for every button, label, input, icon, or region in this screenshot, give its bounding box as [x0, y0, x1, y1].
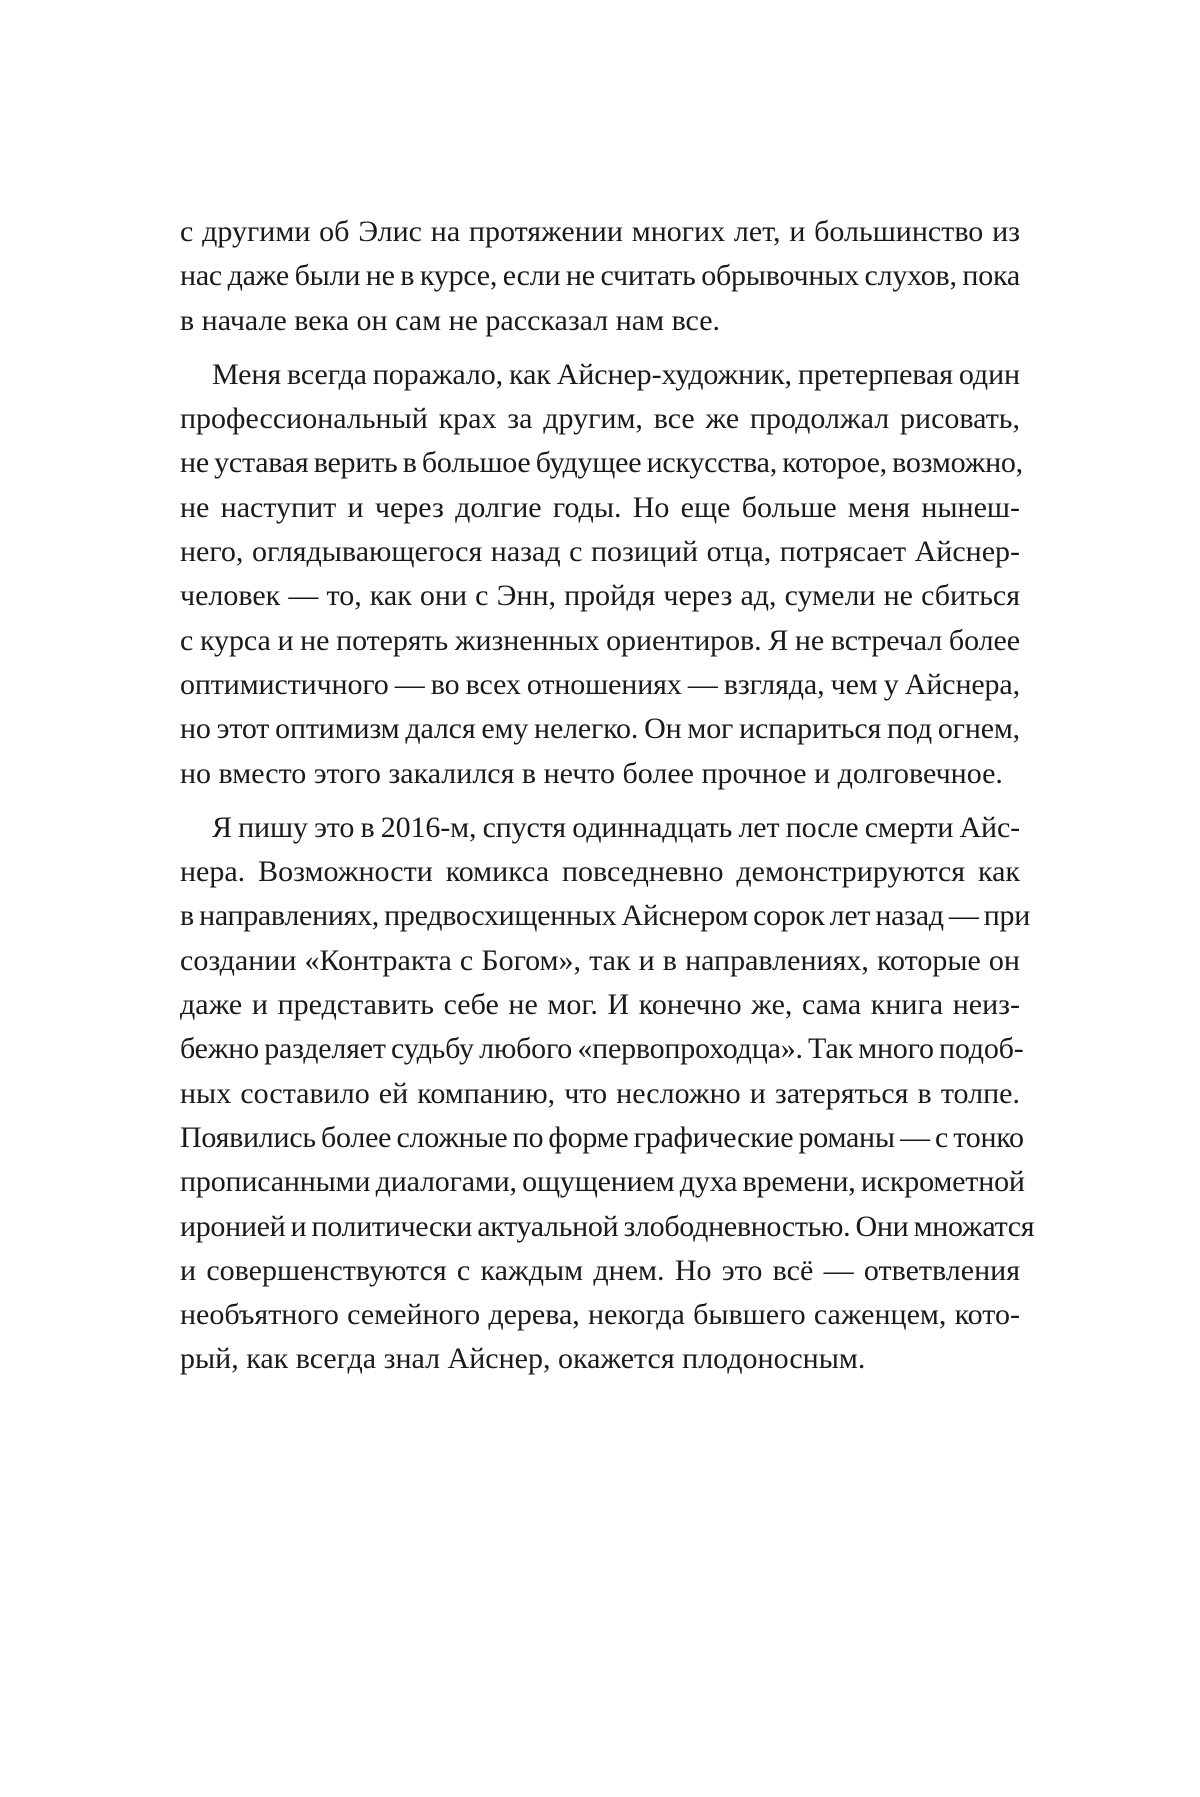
text-line: Меня всегда поражало, как Айснер-художник, претерпевая один: [212, 357, 1020, 391]
text-line: нера. Возможности комикса повседневно демонстрируются как: [180, 855, 1020, 889]
text-line: не уставая верить в большое будущее искусства, которое, возможно,: [180, 446, 1023, 480]
text-line: с курса и не потерять жизненных ориентиров. Я не встречал более: [180, 623, 1020, 657]
text-line: и совершенствуются с каждым днем. Но это всё — ответвления: [180, 1253, 1020, 1287]
text-line: ных составило ей компанию, что несложно и затеряться в толпе.: [180, 1076, 1020, 1110]
text-line: создании «Контракта с Богом», так и в направлениях, которые он: [180, 943, 1020, 977]
text-line: необъятного семейного дерева, некогда бывшего саженцем, кото-: [180, 1298, 1020, 1332]
body-text: [180, 210, 1035, 1392]
paragraph-2: [180, 353, 1023, 796]
text-line: даже и представить себе не мог. И конечно же, сама книга неиз-: [180, 988, 1020, 1022]
text-line: оптимистичного — во всех отношениях — взгляда, чем у Айснера,: [180, 667, 1020, 701]
text-line: Я пишу это в 2016-м, спустя одиннадцать лет после смерти Айс-: [212, 810, 1020, 844]
paragraph-3: [180, 806, 1035, 1382]
text-line: в начале века он сам не рассказал нам все.: [180, 303, 721, 337]
text-line: прописанными диалогами, ощущением духа времени, искрометной: [180, 1165, 1025, 1199]
text-line: но этот оптимизм дался ему нелегко. Он мог испариться под огнем,: [180, 712, 1020, 746]
text-line: человек — то, как они с Энн, пройдя через ад, сумели не сбиться: [180, 579, 1020, 613]
text-line: бежно разделяет судьбу любого «первопроходца». Так много подоб-: [180, 1032, 1024, 1066]
text-line: Появились более сложные по форме графические романы — с тонко: [180, 1120, 1024, 1154]
text-line: нас даже были не в курсе, если не считать обрывочных слухов, пока: [180, 259, 1020, 293]
text-line: него, оглядывающегося назад с позиций отца, потрясает Айснер-: [180, 535, 1020, 569]
text-line: с другими об Элис на протяжении многих лет, и большинство из: [180, 215, 1020, 248]
text-line: иронией и политически актуальной злободневностью. Они множатся: [180, 1209, 1035, 1243]
text-line: в направлениях, предвосхищенных Айснером сорок лет назад — при: [180, 899, 1030, 933]
text-line: рый, как всегда знал Айснер, окажется плодоносным.: [180, 1342, 866, 1376]
paragraph-1: [180, 210, 1020, 343]
text-line: не наступит и через долгие годы. Но еще больше меня нынеш-: [180, 490, 1020, 524]
text-line: но вместо этого закалился в нечто более прочное и долговечное.: [180, 756, 1003, 790]
text-line: профессиональный крах за другим, все же продолжал рисовать,: [180, 402, 1020, 436]
